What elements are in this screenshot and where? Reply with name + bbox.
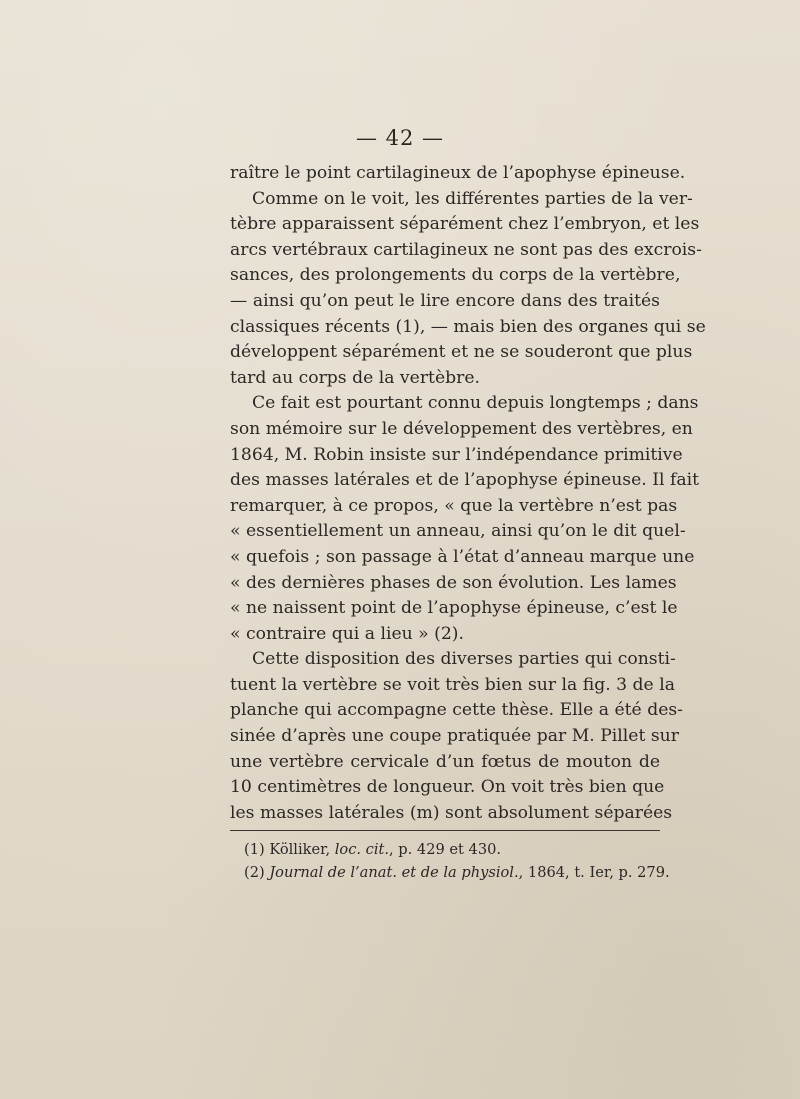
footnote: [244, 861, 670, 884]
text-line: 10 centimètres de longueur. On voit très bien que: [230, 777, 665, 798]
text-line: des masses latérales et de l’apophyse épineuse. Il fait: [230, 470, 699, 491]
text-line: sinée d’après une coupe pratiquée par M. Pillet sur: [230, 726, 679, 747]
text-line: tèbre apparaissent séparément chez l’embryon, et les: [230, 214, 700, 235]
text-line: développent séparément et ne se souderont que plus: [230, 342, 693, 363]
text-line: arcs vertébraux cartilagineux ne sont pas des excrois-: [230, 239, 702, 260]
text-line: raître le point cartilagineux de l’apophyse épineuse.: [230, 163, 686, 183]
text-line: Comme on le voit, les différentes parties de la ver-: [252, 188, 693, 209]
footnote-marker: (2): [244, 864, 265, 881]
footnote-marker: (1): [244, 841, 265, 858]
text-line: « quefois ; son passage à l’état d’anneau marque une: [230, 546, 695, 567]
footnote: [244, 838, 664, 861]
text-line: Cette disposition des diverses parties qui consti-: [252, 649, 676, 670]
text-line: « essentiellement un anneau, ainsi qu’on le dit quel-: [230, 521, 686, 542]
text-line: classiques récents (1), — mais bien des organes qui se: [230, 316, 706, 337]
footnote-separator: [230, 830, 660, 831]
footnote-pages: , 1864, t. Ier, p. 279.: [518, 864, 670, 881]
text-line: Ce fait est pourtant connu depuis longtemps ; dans: [252, 393, 699, 414]
text-line: « contraire qui a lieu » (2).: [230, 623, 464, 644]
text-line: « ne naissent point de l’apophyse épineuse, c’est le: [230, 598, 678, 619]
footnote-reference: loc. cit.: [334, 841, 390, 858]
text-line: une vertèbre cervicale d’un fœtus de mouton de: [230, 751, 660, 772]
footnote-reference: Journal de l’anat. et de la physiol.: [269, 864, 519, 881]
text-line: tard au corps de la vertèbre.: [230, 367, 480, 388]
text-line: tuent la vertèbre se voit très bien sur la fig. 3 de la: [230, 674, 675, 695]
text-line: planche qui accompagne cette thèse. Elle a été des-: [230, 700, 683, 721]
footnotes: [244, 838, 670, 884]
text-line: 1864, M. Robin insiste sur l’indépendance primitive: [230, 444, 683, 465]
text-line: « des dernières phases de son évolution. Les lames: [230, 572, 677, 593]
text-line: — ainsi qu’on peut le lire encore dans des traités: [230, 290, 660, 311]
text-line: sances, des prolongements du corps de la vertèbre,: [230, 265, 681, 286]
page-number: — 42 —: [355, 126, 445, 150]
body-text: [230, 161, 706, 826]
footnote-pages: , p. 429 et 430.: [389, 841, 502, 858]
text-line: son mémoire sur le développement des vertèbres, en: [230, 418, 693, 439]
text-line: les masses latérales (m) sont absolument séparées: [230, 802, 673, 823]
text-line: remarquer, à ce propos, « que la vertèbre n’est pas: [230, 495, 678, 516]
footnote-author: Kölliker,: [269, 841, 331, 858]
